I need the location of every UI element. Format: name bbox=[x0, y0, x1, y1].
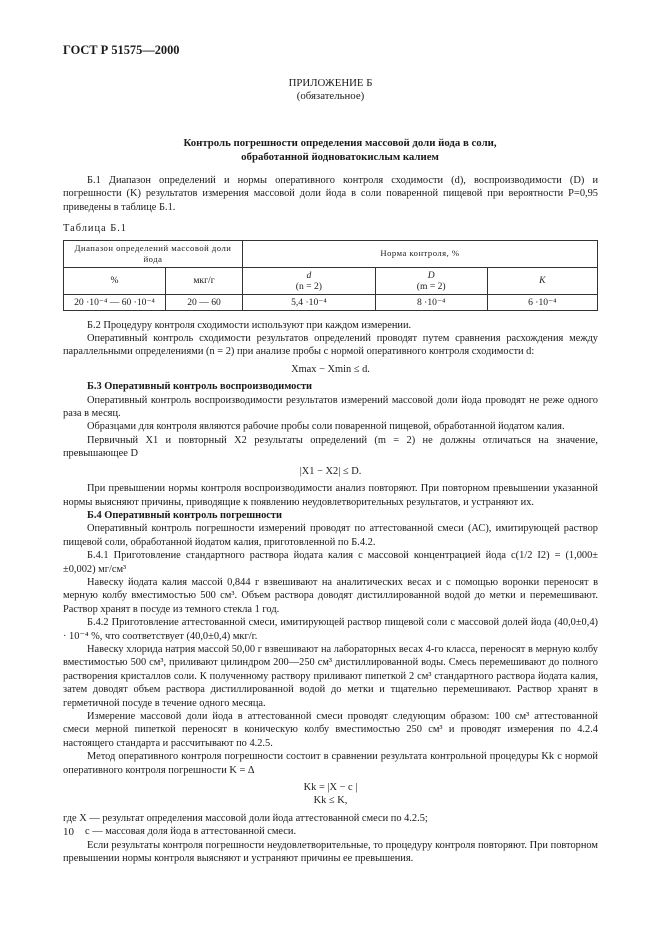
equation-control-a: Kk = |X − c | bbox=[303, 782, 358, 794]
where-item: где X — результат определения массовой доли йода аттестованной смеси по 4.2.5; bbox=[63, 812, 428, 824]
section-title-line1: Контроль погрешности определения массовой доли йода в соли, bbox=[183, 137, 497, 149]
table-cell: 20 ·10⁻⁴ — 60 ·10⁻⁴ bbox=[64, 294, 166, 310]
where-item: c — массовая доля йода в аттестованной смеси. bbox=[85, 826, 297, 838]
table-row bbox=[64, 294, 598, 310]
heading-b3: Б.3 Оперативный контроль воспроизводимости bbox=[87, 381, 313, 393]
table-sub-K: K bbox=[487, 267, 597, 294]
document-header: ГОСТ Р 51575—2000 bbox=[63, 43, 180, 57]
paragraph-b4-5: Навеску хлорида натрия массой 50,00 г взвешивают на лабораторных весах 4-го класса, переносят в мерную колбу вместимостью 500 см³, приливают цилиндром 200—250 см³ дистиллированной воды. Смесь перемешивают до полного растворения кристаллов соли. К полученному раствору приливают пипеткой 2 см³ стандартного раствора йодата калия, затем доводят объем раствора дистиллированной водой до метки и тщательно перемешивают. Раствор хранят в герметичной посуде в течение одного месяца. bbox=[63, 643, 598, 709]
paragraph-b2-1: Б.2 Процедуру контроля сходимости используют при каждом измерении. bbox=[87, 319, 412, 331]
table-sub-D: D (m = 2) bbox=[375, 267, 487, 294]
section-title-line2: обработанной йодноватокислым калием bbox=[241, 151, 439, 163]
equation-control-b: Kk ≤ K, bbox=[313, 795, 348, 807]
table-head-range: Диапазон определений массовой доли йода bbox=[64, 240, 243, 267]
table-cell: 20 — 60 bbox=[166, 294, 243, 310]
document-body bbox=[63, 174, 598, 865]
paragraph-b3-4: При превышении нормы контроля воспроизводимости анализ повторяют. При повторном превышении указанной нормы выясняют причины, приводящие к появлению неудовлетворительных результатов, и устраняют их. bbox=[63, 483, 598, 508]
paragraph-b4-6: Измерение массовой доли йода в аттестованной смеси проводят следующим образом: 100 см³ аттестованной смеси мерной пипеткой переносят в коническую колбу вместимостью 250 см³ и проводят измерения по 4.2.4 настоящего стандарта и рассчитывают по 4.2.5. bbox=[63, 711, 598, 749]
paragraph-b1: Б.1 Диапазон определений и нормы оперативного контроля сходимости (d), воспроизводимости (D) и погрешности (K) результатов измерения массовой доли йода в соли поваренной пищевой при вероятности P=0,95 приведены в таблице Б.1. bbox=[63, 175, 598, 213]
paragraph-b4-8: Если результаты контроля погрешности неудовлетворительные, то процедуру контроля повторяют. При повторном превышении нормы контроля выясняют и устраняют причины ее превышения. bbox=[63, 839, 598, 865]
paragraph-b2-2: Оперативный контроль сходимости результатов определений проводят путем сравнения расхождения между параллельными определениями (n = 2) при анализе пробы с нормой оперативного контроля сходимости d: bbox=[63, 333, 598, 358]
norms-table bbox=[63, 240, 598, 311]
table-sub-mkg: мкг/г bbox=[166, 267, 243, 294]
appendix-subtitle: (обязательное) bbox=[296, 90, 365, 102]
table-cell: 8 ·10⁻⁴ bbox=[375, 294, 487, 310]
equation-reproducibility: |X1 − X2| ≤ D. bbox=[299, 465, 362, 477]
paragraph-b4-1: Оперативный контроль погрешности измерений проводят по аттестованной смеси (АС), имитирующей раствор пищевой соли, обработанной йодатом калия, приготовленной по Б.4.2. bbox=[63, 523, 598, 548]
paragraph-b3-3: Первичный X1 и повторный X2 результаты определений (m = 2) не должны отличаться на значение, превышающее D bbox=[63, 434, 598, 460]
table-sub-d: d (n = 2) bbox=[243, 267, 376, 294]
appendix-heading bbox=[0, 77, 661, 103]
table-caption: Таблица Б.1 bbox=[63, 223, 128, 235]
table-head-norm: Норма контроля, % bbox=[243, 240, 598, 267]
page-number: 10 bbox=[63, 826, 74, 838]
heading-b4: Б.4 Оперативный контроль погрешности bbox=[87, 509, 283, 521]
appendix-title: ПРИЛОЖЕНИЕ Б bbox=[288, 77, 373, 89]
section-title bbox=[60, 136, 620, 164]
paragraph-b4-7: Метод оперативного контроля погрешности состоит в сравнении результата контрольной процедуры Kk с нормой оперативного контроля погрешности K = Δ bbox=[63, 751, 598, 776]
paragraph-b4-3: Навеску йодата калия массой 0,844 г взвешивают на аналитических весах и с помощью воронки переносят в мерную колбу вместимостью 500 см³. Объем раствора доводят дистиллированной водой до метки и перемешивают. Раствор хранят в посуде из темного стекла 1 год. bbox=[63, 576, 598, 615]
table-cell: 6 ·10⁻⁴ bbox=[487, 294, 597, 310]
paragraph-b4-4: Б.4.2 Приготовление аттестованной смеси, имитирующей раствор пищевой соли с массовой долей йода (40,0±0,4) · 10⁻⁴ %, что соответствует (40,0±0,4) мкг/г. bbox=[63, 617, 598, 642]
equation-repeatability: Xmax − Xmin ≤ d. bbox=[291, 363, 370, 375]
paragraph-b3-1: Оперативный контроль воспроизводимости результатов измерений массовой доли йода проводят не реже одного раза в месяц. bbox=[63, 394, 598, 420]
paragraph-b4-2: Б.4.1 Приготовление стандартного раствора йодата калия с массовой концентрацией йода c(1/2 I2) = (1,000± ±0,002) мг/см³ bbox=[63, 550, 598, 575]
table-cell: 5,4 ·10⁻⁴ bbox=[243, 294, 376, 310]
table-sub-percent: % bbox=[64, 267, 166, 294]
paragraph-b3-2: Образцами для контроля являются рабочие пробы соли поваренной пищевой, обработанной йодатом калия. bbox=[87, 421, 565, 433]
